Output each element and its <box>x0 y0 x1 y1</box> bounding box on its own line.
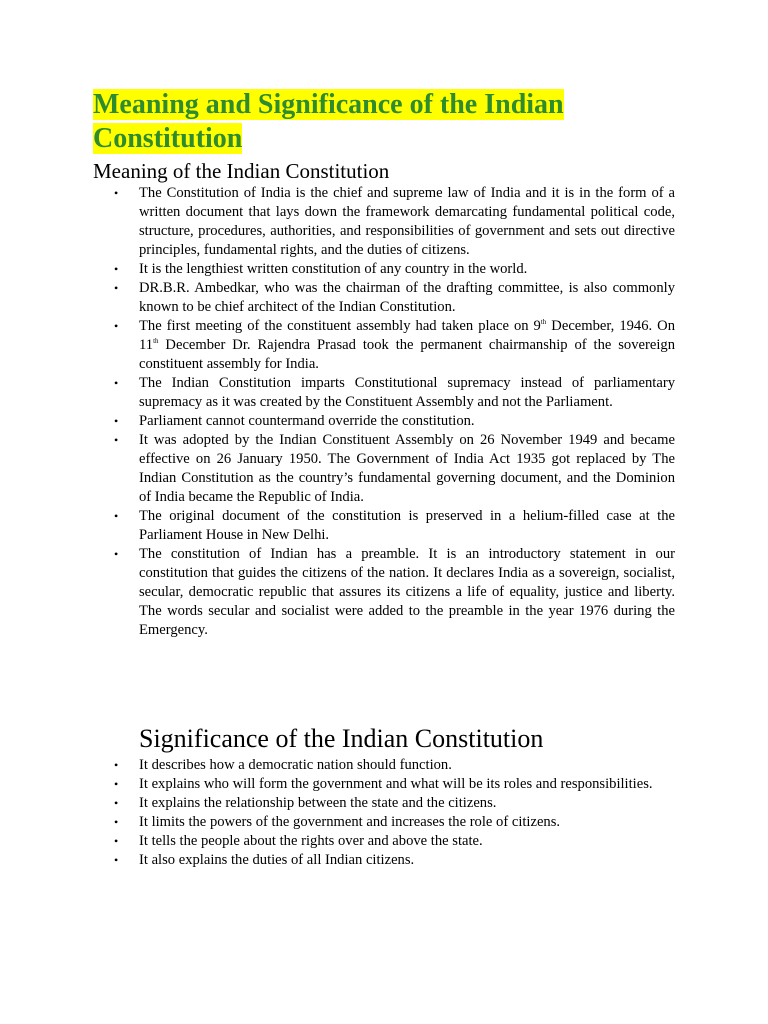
bullet-icon: • <box>114 433 119 447</box>
section-heading-meaning: Meaning of the Indian Constitution <box>93 159 390 183</box>
bullet-icon: • <box>114 796 119 810</box>
document-title <box>93 88 653 156</box>
list-item <box>93 317 675 374</box>
bullet-icon: • <box>114 414 119 428</box>
bullet-text-part: December Dr. Rajendra Prasad took the permanent chairmanship of the sovereign constituent assembly for India. <box>139 337 675 372</box>
list-item <box>93 184 675 260</box>
section-heading-significance: Significance of the Indian Constitution <box>139 724 544 753</box>
list-item <box>93 775 675 794</box>
bullet-text: Parliament cannot countermand override the constitution. <box>139 413 475 429</box>
bullet-icon: • <box>114 186 119 200</box>
bullet-icon: • <box>114 834 119 848</box>
bullet-text: It limits the powers of the government and increases the role of citizens. <box>139 814 561 830</box>
list-item <box>93 545 675 640</box>
bullet-text: It describes how a democratic nation should function. <box>139 757 452 773</box>
bullet-text: The Constitution of India is the chief and supreme law of India and it is in the form of a written document that lays down the framework demarcating fundamental political code, structure, procedures, authorities, and responsibilities of government and sets out directive principles, fundamental rights, and the duties of citizens. <box>139 185 675 258</box>
title-highlight: Meaning and Significance of the Indian Constitution <box>93 89 564 154</box>
bullet-text: It tells the people about the rights over and above the state. <box>139 833 483 849</box>
ordinal-suffix: th <box>153 337 159 345</box>
bullet-text: The constitution of Indian has a preamble. It is an introductory statement in our constitution that guides the citizens of the nation. It declares India as a sovereign, socialist, secular, democratic republic that assures its citizens a life of equality, justice and liberty. The words secular and socialist were added to the preamble in the year 1976 during the Emergency. <box>139 546 675 638</box>
bullet-icon: • <box>114 815 119 829</box>
bullet-text: The Indian Constitution imparts Constitutional supremacy instead of parliamentary supremacy as it was created by the Constituent Assembly and not the Parliament. <box>139 375 675 410</box>
bullet-icon: • <box>114 853 119 867</box>
list-item <box>93 756 675 775</box>
bullet-icon: • <box>114 547 119 561</box>
ordinal-suffix: th <box>540 318 547 326</box>
bullet-icon: • <box>114 281 119 295</box>
bullet-text: It also explains the duties of all Indian citizens. <box>139 852 415 868</box>
list-item <box>93 412 675 431</box>
significance-bullet-list <box>93 756 675 870</box>
list-item <box>93 260 675 279</box>
bullet-text: It is the lengthiest written constitution of any country in the world. <box>139 261 528 277</box>
list-item <box>93 794 675 813</box>
bullet-text-part: December, 1946. On 11 <box>139 318 675 353</box>
bullet-icon: • <box>114 319 119 333</box>
list-item <box>93 374 675 412</box>
list-item <box>93 851 675 870</box>
bullet-text: It explains who will form the government and what will be its roles and responsibilities. <box>139 776 653 792</box>
meaning-bullet-list <box>93 184 675 640</box>
list-item <box>93 813 675 832</box>
bullet-text: The original document of the constitution is preserved in a helium-filled case at the Parliament House in New Delhi. <box>139 508 675 543</box>
bullet-icon: • <box>114 758 119 772</box>
bullet-text: It explains the relationship between the state and the citizens. <box>139 795 497 811</box>
bullet-icon: • <box>114 777 119 791</box>
list-item <box>93 507 675 545</box>
bullet-icon: • <box>114 376 119 390</box>
bullet-icon: • <box>114 262 119 276</box>
bullet-text: DR.B.R. Ambedkar, who was the chairman of the drafting committee, is also commonly known to be chief architect of the Indian Constitution. <box>139 280 675 315</box>
bullet-icon: • <box>114 509 119 523</box>
bullet-text-part: The first meeting of the constituent assembly had taken place on 9 <box>139 318 541 334</box>
bullet-text: It was adopted by the Indian Constituent Assembly on 26 November 1949 and became effective on 26 January 1950. The Government of India Act 1935 got replaced by The Indian Constitution as the country’s fundamental governing document, and the Dominion of India became the Republic of India. <box>139 432 675 505</box>
list-item <box>93 832 675 851</box>
list-item <box>93 279 675 317</box>
list-item <box>93 431 675 507</box>
